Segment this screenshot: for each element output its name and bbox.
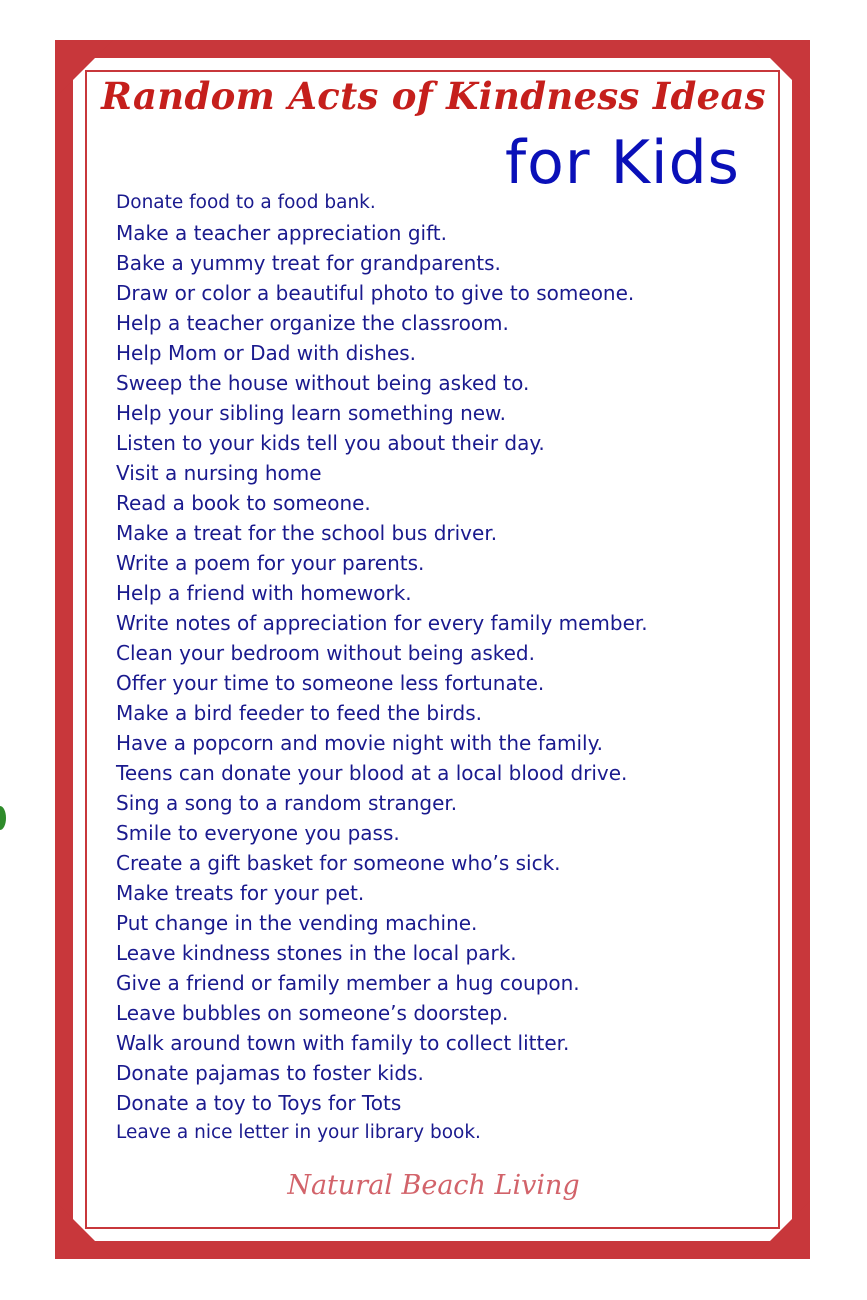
- list-item: Write a poem for your parents.: [116, 551, 425, 575]
- list-item: Make a teacher appreciation gift.: [116, 221, 447, 245]
- list-item: Make a treat for the school bus driver.: [116, 521, 498, 545]
- list-item: Teens can donate your blood at a local blood drive.: [116, 761, 628, 785]
- green-leaf-decoration: [0, 806, 6, 830]
- list-item: Write notes of appreciation for every family member.: [116, 611, 648, 635]
- list-item: Bake a yummy treat for grandparents.: [116, 251, 501, 275]
- list-item: Make a bird feeder to feed the birds.: [116, 701, 482, 725]
- list-item: Smile to everyone you pass.: [116, 821, 400, 845]
- list-item: Draw or color a beautiful photo to give to someone.: [116, 281, 635, 305]
- list-item: Leave bubbles on someone’s doorstep.: [116, 1001, 509, 1025]
- list-item: Give a friend or family member a hug coupon.: [116, 971, 580, 995]
- page-subtitle: for Kids: [505, 128, 740, 198]
- list-item: Leave a nice letter in your library book.: [116, 1122, 481, 1143]
- list-item: Clean your bedroom without being asked.: [116, 641, 535, 665]
- ideas-list: [116, 188, 648, 1148]
- page-title: Random Acts of Kindness Ideas: [101, 74, 766, 118]
- list-item: Sweep the house without being asked to.: [116, 371, 530, 395]
- list-item: Help Mom or Dad with dishes.: [116, 341, 417, 365]
- list-item: Donate pajamas to foster kids.: [116, 1061, 424, 1085]
- list-item: Listen to your kids tell you about their day.: [116, 431, 545, 455]
- list-item: Sing a song to a random stranger.: [116, 791, 458, 815]
- corner-bottom-right: [752, 1201, 810, 1259]
- list-item: Make treats for your pet.: [116, 881, 365, 905]
- list-item: Donate a toy to Toys for Tots: [116, 1091, 402, 1115]
- list-item: Create a gift basket for someone who’s sick.: [116, 851, 561, 875]
- list-item: Have a popcorn and movie night with the family.: [116, 731, 603, 755]
- list-item: Leave kindness stones in the local park.: [116, 941, 517, 965]
- list-item: Visit a nursing home: [116, 461, 322, 485]
- list-item: Read a book to someone.: [116, 491, 371, 515]
- list-item: Help a friend with homework.: [116, 581, 412, 605]
- list-item: Help a teacher organize the classroom.: [116, 311, 509, 335]
- brand-footer: Natural Beach Living: [287, 1170, 580, 1201]
- list-item: Walk around town with family to collect litter.: [116, 1031, 570, 1055]
- list-item: Donate food to a food bank.: [116, 192, 376, 213]
- list-item: Put change in the vending machine.: [116, 911, 478, 935]
- list-item: Help your sibling learn something new.: [116, 401, 506, 425]
- corner-bottom-left: [55, 1201, 113, 1259]
- list-item: Offer your time to someone less fortunate.: [116, 671, 545, 695]
